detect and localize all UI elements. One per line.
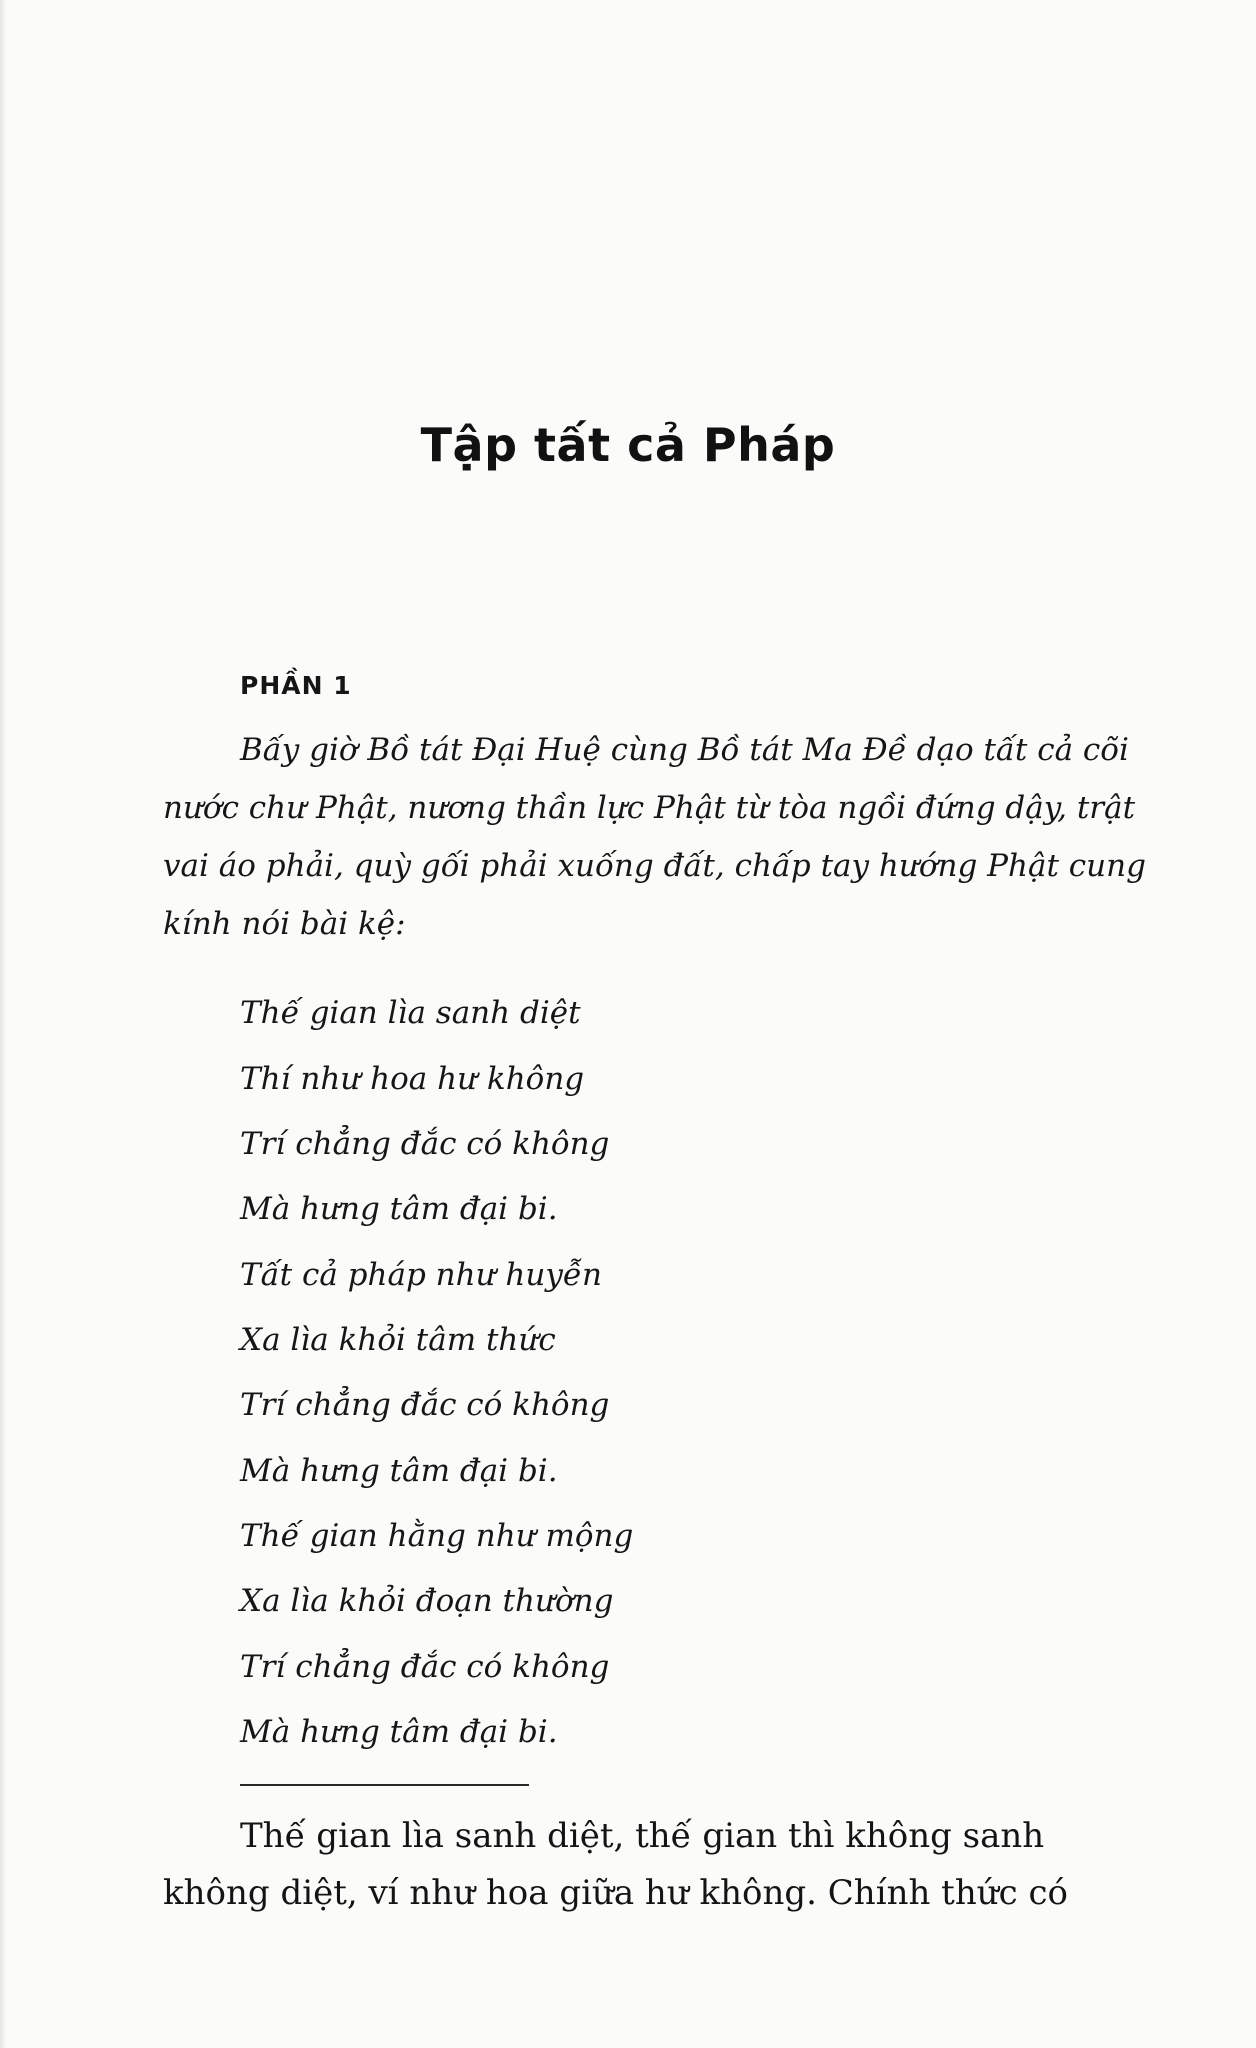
verse-line: Xa lìa khỏi đoạn thường bbox=[240, 1583, 614, 1619]
body-line: không diệt, ví như hoa giữa hư không. Chính thức có bbox=[163, 1873, 1068, 1913]
intro-line: kính nói bài kệ: bbox=[163, 906, 406, 942]
verse-line: Mà hưng tâm đại bi. bbox=[240, 1191, 558, 1227]
intro-line: Bấy giờ Bồ tát Đại Huệ cùng Bồ tát Ma Đề dạo tất cả cõi bbox=[240, 732, 1129, 768]
verse-line: Trí chẳng đắc có không bbox=[240, 1387, 610, 1423]
verse-line: Trí chẳng đắc có không bbox=[240, 1126, 610, 1162]
verse-line: Tất cả pháp như huyễn bbox=[240, 1257, 602, 1293]
intro-line: nước chư Phật, nương thần lực Phật từ tòa ngồi đứng dậy, trật bbox=[163, 790, 1136, 826]
verse-line: Mà hưng tâm đại bi. bbox=[240, 1714, 558, 1750]
verse-line: Mà hưng tâm đại bi. bbox=[240, 1453, 558, 1489]
verse-line: Xa lìa khỏi tâm thức bbox=[240, 1322, 556, 1358]
page-title: Tập tất cả Pháp bbox=[420, 418, 836, 472]
page-edge-shadow bbox=[0, 0, 6, 2048]
verse-line: Thế gian lìa sanh diệt bbox=[240, 995, 581, 1031]
verse-line: Thế gian hằng như mộng bbox=[240, 1518, 634, 1554]
divider-rule bbox=[240, 1784, 529, 1786]
verse-line: Thí như hoa hư không bbox=[240, 1061, 585, 1097]
body-line: Thế gian lìa sanh diệt, thế gian thì không sanh bbox=[240, 1816, 1045, 1856]
intro-line: vai áo phải, quỳ gối phải xuống đất, chấp tay hướng Phật cung bbox=[163, 848, 1146, 884]
section-label: PHẦN 1 bbox=[240, 671, 352, 700]
verse-line: Trí chẳng đắc có không bbox=[240, 1649, 610, 1685]
